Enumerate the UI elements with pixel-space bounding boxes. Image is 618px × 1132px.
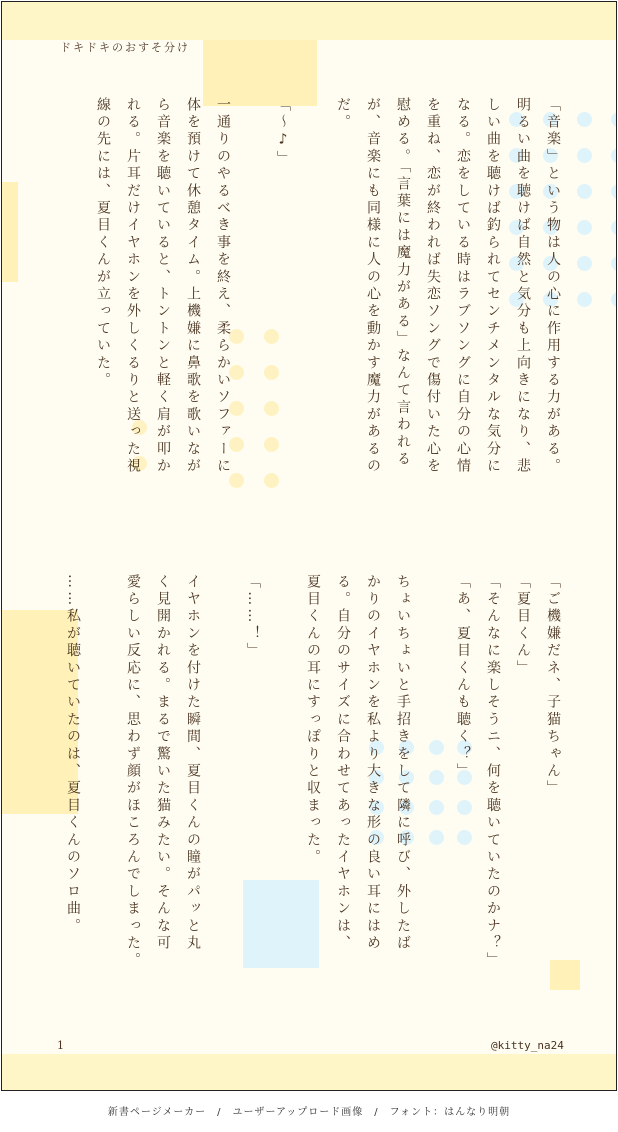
text-line: る。自分のサイズに合わせてあったイヤホンは、: [335, 574, 351, 953]
top-decor-band: [2, 2, 616, 40]
decor-dot: [611, 148, 617, 163]
decor-dot: [611, 256, 617, 271]
page-header-title: ドキドキのおすそ分け: [60, 41, 190, 54]
yellow-decor-strip: [2, 182, 18, 282]
text-line: を重ね、恋が終われば失恋ソングで傷付いた心を: [425, 97, 441, 476]
text-line: 「あ、夏目くんも聴く？」: [455, 574, 471, 781]
story-text-lower: [58, 574, 568, 970]
text-line: が、音楽にも同様に人の心を動かす魔力があるの: [365, 97, 381, 476]
text-line: 夏目くんの耳にすっぽりと収まった。: [305, 574, 321, 867]
text-line: 「……！」: [245, 574, 261, 660]
footer-credit: 新書ページメーカー / ユーザーアップロード画像 / フォント：はんなり明朝: [107, 1107, 511, 1118]
bottom-decor-band: [2, 1054, 616, 1090]
text-line: 明るい曲を聴けば自然と気分も上向きになり、悲: [515, 97, 531, 476]
text-line: 「音楽」という物は人の心に作用する力がある。: [545, 97, 561, 476]
decor-dot: [611, 220, 617, 235]
text-line: かりのイヤホンを私より大きな形の良い耳にはめ: [365, 574, 381, 953]
text-line: [238, 97, 268, 475]
text-line: イヤホンを付けた瞬間、夏目くんの瞳がパッと丸: [185, 574, 201, 953]
text-line: 「ご機嫌だネ、子猫ちゃん」: [545, 574, 561, 798]
text-line: 「〜♪」: [275, 97, 291, 168]
decor-dot: [577, 184, 592, 199]
text-line: [88, 574, 118, 970]
decor-dot: [577, 292, 592, 307]
decor-dot: [577, 112, 592, 127]
novel-page: [1, 1, 617, 1091]
page-number: 1: [57, 1039, 64, 1052]
text-line: 一通りのやるべき事を終え、柔らかいソファーに: [215, 97, 231, 476]
text-line: 慰める。「言葉には魔力がある」なんて言われる: [395, 97, 411, 469]
text-line: ちょいちょいと手招きをして隣に呼び、外したば: [395, 574, 411, 953]
text-line: 「そんなに楽しそうニ、何を聴いていたのかナ？」: [485, 574, 501, 970]
text-line: 線の先には、夏目くんが立っていた。: [95, 97, 111, 390]
decor-dot: [611, 292, 617, 307]
story-text-upper: [88, 97, 568, 475]
text-line: ら音楽を聴いていると、トントンと軽く肩が叩か: [155, 97, 171, 476]
text-line: [208, 574, 238, 970]
decor-dot: [611, 112, 617, 127]
decor-dot: [611, 184, 617, 199]
text-line: 愛らしい反応に、思わず顔がほころんでしまった。: [125, 574, 141, 970]
author-handle: @kitty_na24: [491, 1039, 564, 1052]
text-line: ……私が聴いていたのは、夏目くんのソロ曲。: [65, 574, 81, 936]
text-line: 体を預けて休憩タイム。上機嫌に鼻歌を歌いなが: [185, 97, 201, 476]
text-line: く見開かれる。まるで驚いた猫みたい。そんな可: [155, 574, 171, 953]
text-line: [268, 574, 298, 970]
text-line: [418, 574, 448, 970]
text-line: 「夏目くん」: [515, 574, 531, 678]
text-line: なる。恋をしている時はラブソングに自分の心情: [455, 97, 471, 476]
text-line: [298, 97, 328, 475]
decor-dot: [577, 220, 592, 235]
decor-dot: [577, 256, 592, 271]
text-line: だ。: [335, 97, 351, 132]
text-line: しい曲を聴けば釣られてセンチメンタルな気分に: [485, 97, 501, 476]
text-line: れる。片耳だけイヤホンを外しくるりと送った視: [125, 97, 141, 476]
decor-dot: [577, 148, 592, 163]
